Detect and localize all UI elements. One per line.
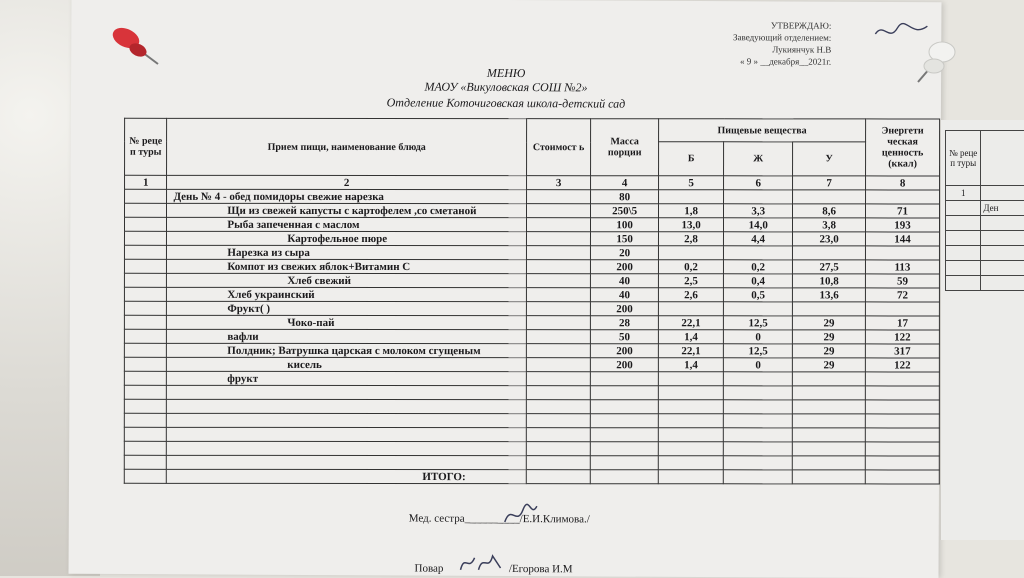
kcal-cell [865,386,939,400]
cost-cell [526,400,590,414]
school-title: МАОУ «Викуловская СОШ №2» [424,79,588,95]
total-empty [124,469,166,483]
table-row [124,413,939,428]
mass-cell: 20 [591,246,659,260]
kcal-cell [865,456,939,470]
recipe-cell [124,427,166,441]
b-cell [658,246,723,260]
recipe-cell [124,357,166,371]
dish-cell: Хлеб украинский [167,287,526,301]
kcal-cell: 17 [865,316,939,330]
recipe-cell [124,315,166,329]
cost-cell [526,456,590,470]
dish-cell: Компот из свежих яблок+Витамин С [167,259,526,273]
nurse-name: /Е.И.Климова./ [519,513,590,526]
b-cell: 1,4 [658,330,723,344]
u-cell: 13,6 [793,288,866,302]
zh-cell: 3,3 [724,204,793,218]
b-cell [658,372,723,386]
zh-cell: 12,5 [724,344,793,358]
kcal-cell [865,372,939,386]
mass-cell [591,386,659,400]
table-index-row [125,175,940,190]
recipe-cell [124,343,166,357]
zh-cell [724,372,793,386]
side-empty [981,261,1024,276]
mass-cell [591,414,659,428]
side-index: 1 [946,186,981,201]
b-cell [658,400,723,414]
zh-cell [723,442,792,456]
zh-cell: 0,2 [724,260,793,274]
dish-cell [167,385,526,399]
dish-cell: Чоко-пай [167,315,526,329]
zh-cell [723,428,792,442]
u-cell [793,190,866,204]
side-table [945,130,1024,291]
col-cost: Стоимост ь [526,119,590,176]
table-row [124,399,939,414]
table-row [124,287,939,302]
side-empty [946,261,981,276]
u-cell [793,428,866,442]
b-cell: 22,1 [658,316,723,330]
col-meal: Прием пищи, наименование блюда [167,118,527,175]
mass-cell [591,456,659,470]
b-cell [659,190,724,204]
col-energy: Энергети ческая ценность (ккал) [866,119,940,176]
mass-cell: 28 [591,316,659,330]
mass-cell [591,428,659,442]
zh-cell: 0,4 [724,274,793,288]
dish-cell [167,441,526,455]
dish-cell: Картофельное пюре [167,231,526,245]
dish-cell [167,413,526,427]
b-cell: 1,8 [658,204,723,218]
table-row [124,245,939,260]
cost-cell [526,204,590,218]
branch-title: Отделение Коточиговская школа-детский сад [386,95,626,111]
menu-title: МЕНЮ [486,65,526,81]
mass-cell: 200 [591,358,659,372]
dish-cell: День № 4 - обед помидоры свежие нарезка [167,189,526,203]
dish-cell: Фрукт( ) [167,301,526,315]
u-cell: 29 [793,344,866,358]
side-empty [946,216,981,231]
b-cell: 2,8 [658,232,723,246]
col-mass: Масса порции [591,119,659,176]
u-cell [793,246,866,260]
mass-cell [591,442,659,456]
recipe-cell [124,231,166,245]
dish-cell: вафли [167,329,526,343]
b-cell: 1,4 [658,358,723,372]
white-pushpin-icon [912,38,962,86]
kcal-cell [865,414,939,428]
kcal-cell: 113 [866,260,940,274]
side-empty [946,276,981,291]
recipe-cell [124,371,166,385]
zh-cell [724,190,793,204]
recipe-cell [124,217,166,231]
kcal-cell: 193 [866,218,940,232]
b-cell [658,456,723,470]
table-header-row [125,118,940,142]
kcal-cell [865,400,939,414]
recipe-cell [124,441,166,455]
u-cell [793,456,866,470]
nurse-signature-line: Мед. сестра__________/Е.И.Климова./ [408,512,590,526]
cost-cell [526,190,590,204]
cost-cell [526,288,590,302]
table-row [125,203,940,218]
mass-cell: 200 [591,302,659,316]
cook-name: /Егорова И.М [508,563,573,576]
side-empty [981,186,1024,201]
cost-cell [526,358,590,372]
zh-cell [724,246,793,260]
mass-cell: 40 [591,274,659,288]
kcal-cell: 122 [865,358,939,372]
dish-cell: Полдник; Ватрушка царская с молоком сгущеным [167,343,526,357]
side-empty [981,231,1024,246]
recipe-cell [124,329,166,343]
index-cell: 5 [659,176,724,190]
table-row [124,427,939,442]
b-cell: 2,6 [658,288,723,302]
u-cell: 8,6 [793,204,866,218]
index-cell: 3 [526,176,590,190]
zh-cell: 12,5 [724,316,793,330]
dish-cell: Щи из свежей капусты с картофелем ,со сметаной [167,203,526,217]
approval-heading: УТВЕРЖДАЮ: [770,20,832,31]
b-cell: 22,1 [658,344,723,358]
recipe-cell [124,301,166,315]
mass-cell: 50 [591,330,659,344]
side-empty [981,216,1024,231]
cost-cell [526,246,590,260]
u-cell [793,442,866,456]
cost-cell [526,330,590,344]
table-row [124,371,939,386]
kcal-cell: 72 [866,288,940,302]
approval-block [733,19,832,68]
dish-cell [167,455,526,469]
recipe-cell [125,203,167,217]
kcal-cell: 122 [865,330,939,344]
u-cell: 27,5 [793,260,866,274]
kcal-cell [865,442,939,456]
table-row [124,455,939,470]
cost-cell [526,414,590,428]
zh-cell [723,456,792,470]
u-cell: 29 [793,358,866,372]
total-label: ИТОГО: [167,469,526,483]
zh-cell [724,386,793,400]
table-row [124,231,939,246]
col-u: У [793,142,866,176]
table-body [124,189,939,470]
side-empty [981,276,1024,291]
index-cell: 2 [167,175,526,189]
recipe-cell [124,455,166,469]
dish-cell: кисель [167,357,526,371]
cost-cell [526,386,590,400]
index-cell: 1 [125,175,167,189]
dish-cell [167,399,526,413]
kcal-cell [865,428,939,442]
mass-cell: 80 [591,190,659,204]
side-header: № реце п туры [946,131,981,186]
u-cell: 3,8 [793,218,866,232]
side-sheet [940,120,1024,540]
u-cell [793,372,866,386]
recipe-cell [125,189,167,203]
kcal-cell: 317 [865,344,939,358]
table-row [124,273,939,288]
total-empty [792,470,865,484]
mass-cell: 250\5 [591,204,659,218]
kcal-cell [866,190,940,204]
cost-cell [526,344,590,358]
total-empty [591,470,659,484]
total-empty [865,470,939,484]
b-cell: 0,2 [658,260,723,274]
kcal-cell [865,302,939,316]
side-empty [981,246,1024,261]
zh-cell: 4,4 [724,232,793,246]
total-empty [723,470,792,484]
menu-table [124,118,940,485]
zh-cell: 0 [724,358,793,372]
recipe-cell [124,259,166,273]
index-cell: 8 [866,176,940,190]
mass-cell: 200 [591,260,659,274]
cook-label: Повар [414,562,444,575]
u-cell: 23,0 [793,232,866,246]
mass-cell: 150 [591,232,659,246]
cost-cell [526,302,590,316]
recipe-cell [124,245,166,259]
b-cell [658,386,723,400]
dish-cell [167,427,526,441]
u-cell [793,302,866,316]
zh-cell: 14,0 [724,218,793,232]
b-cell [658,302,723,316]
cost-cell [526,316,590,330]
u-cell: 29 [793,330,866,344]
dish-cell: Рыба запеченная с маслом [167,217,526,231]
u-cell [793,386,866,400]
zh-cell [724,400,793,414]
b-cell [658,414,723,428]
recipe-cell [124,399,166,413]
table-row [124,357,939,372]
cook-signature [456,550,506,576]
zh-cell: 0 [724,330,793,344]
kcal-cell [866,246,940,260]
cost-cell [526,372,590,386]
total-empty [658,470,723,484]
index-cell: 4 [591,176,659,190]
approval-date: « 9 » __декабря__2021г. [739,56,832,67]
nurse-label: Мед. сестра [408,512,465,525]
kcal-cell: 71 [866,204,940,218]
cost-cell [526,260,590,274]
kcal-cell: 144 [866,232,940,246]
table-row [125,189,940,204]
b-cell [658,442,723,456]
table-row [124,385,939,400]
cost-cell [526,428,590,442]
side-empty [946,246,981,261]
kcal-cell: 59 [866,274,940,288]
recipe-cell [124,413,166,427]
recipe-cell [124,273,166,287]
b-cell [658,428,723,442]
cost-cell [526,274,590,288]
side-empty [946,201,981,216]
mass-cell: 40 [591,288,659,302]
mass-cell: 200 [591,344,659,358]
table-row [124,259,939,274]
col-b: Б [659,142,724,176]
col-recipe: № реце п туры [125,118,167,175]
cost-cell [526,232,590,246]
side-fragment: Ден [981,201,1024,216]
cost-cell [526,218,590,232]
zh-cell [724,302,793,316]
side-empty [981,131,1024,186]
table-row [124,343,939,358]
dish-cell: Хлеб свежий [167,273,526,287]
side-empty [946,231,981,246]
mass-cell [591,400,659,414]
index-cell: 7 [793,176,866,190]
dish-cell: Нарезка из сыра [167,245,526,259]
approval-name: Лукиянчук Н.В [772,44,832,55]
mass-cell: 100 [591,218,659,232]
table-row [124,217,939,232]
dish-cell: фрукт [167,371,526,385]
red-pushpin-icon [104,24,164,68]
table-row [124,441,939,456]
u-cell: 29 [793,316,866,330]
table-row [124,315,939,330]
table-row [124,329,939,344]
col-zh: Ж [724,142,793,176]
recipe-cell [124,385,166,399]
total-row [124,469,939,484]
mass-cell [591,372,659,386]
zh-cell: 0,5 [724,288,793,302]
zh-cell [724,414,793,428]
b-cell: 2,5 [658,274,723,288]
total-empty [526,470,590,484]
u-cell [793,400,866,414]
menu-sheet [68,0,941,578]
u-cell [793,414,866,428]
u-cell: 10,8 [793,274,866,288]
index-cell: 6 [724,176,793,190]
approval-position: Заведующий отделением: [733,32,832,43]
b-cell: 13,0 [658,218,723,232]
nurse-signature [501,500,541,530]
cost-cell [526,442,590,456]
col-nutrients: Пищевые вещества [659,119,866,143]
table-row [124,301,939,316]
recipe-cell [124,287,166,301]
